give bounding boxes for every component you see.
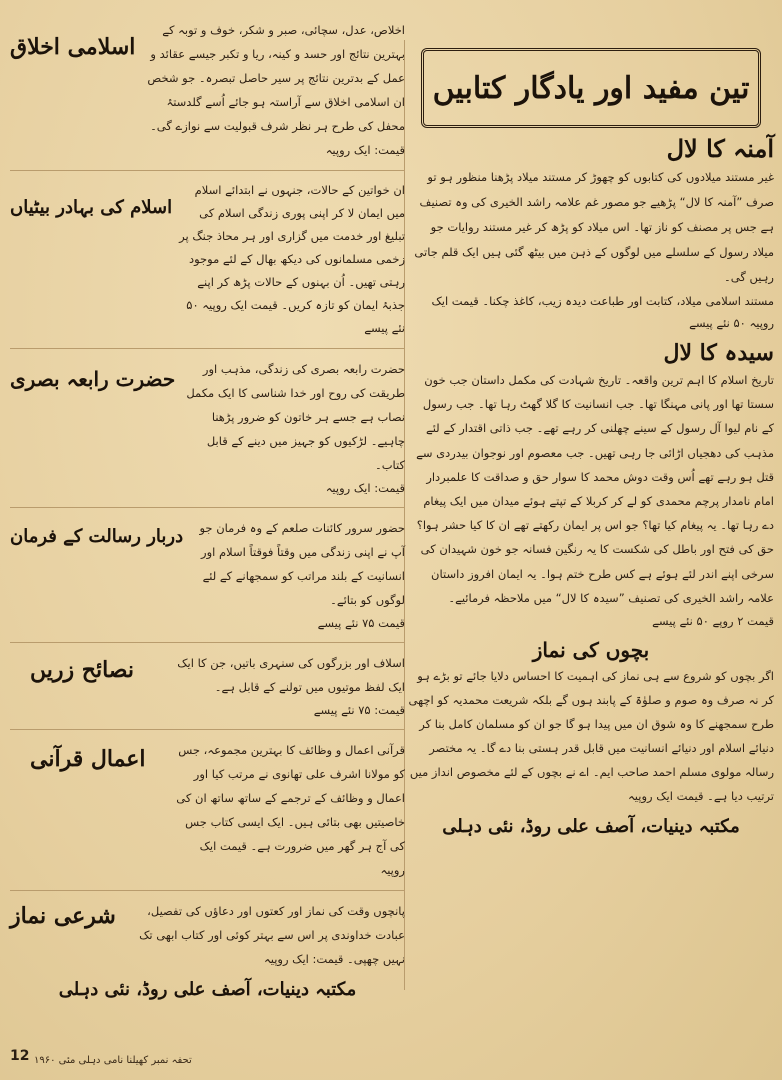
aamna-body: غیر مستند میلادوں کی کتابوں کو چھوڑ کر مستند میلاد پڑھنا منظور ہو تو صرف ”آمنہ کا لال“ پڑھیے جو مصور غم علامہ راشد الخیری کی وہ تصنیف ہے جس پر مصنف کو ناز تھا۔ اس میلاد کو پڑھ کر غیر مستند روایات جو میلاد رسول کے سلسلے میں لوگوں کے ذہن میں بیٹھ گئی ہیں ایک قلم جاتی رہیں گی۔ xyxy=(414,170,774,284)
nasaih-title: نصائح زریں xyxy=(30,657,135,683)
rabia-title: حضرت رابعہ بصری xyxy=(10,367,176,391)
sayyida-price: قیمت ۲ روپے ۵۰ نئے پیسے xyxy=(652,614,774,629)
divider-5 xyxy=(10,729,405,730)
nasaih-price: قیمت: ۷۵ نئے پیسے xyxy=(313,703,405,717)
risalat-title: دربار رسالت کے فرمان xyxy=(10,526,184,547)
divider-2 xyxy=(10,348,405,349)
risalat-body: حضور سرور کائنات صلعم کے وہ فرمان جو آپ نے اپنی زندگی میں وقتاً فوقتاً اسلام اور انسانیت کے بلند مراتب کو سمجھانے کے لئے لوگوں کو بتائے۔ xyxy=(199,521,405,607)
header-title: تین مفید اور یادگار کتابیں xyxy=(432,70,750,106)
divider-4 xyxy=(10,642,405,643)
right-column xyxy=(408,48,774,837)
sharai-title: شرعی نماز xyxy=(10,903,116,929)
right-publisher: مکتبہ دینیات، آصف علی روڈ، نئی دہلی xyxy=(442,816,740,838)
sharai-body: پانچوں وقت کی نماز اور کعتوں اور دعاؤں کی تفصیل، عبادت خداوندی پر اس سے بہتر کوئی اور کتاب ابھی تک نہیں چھپی۔ قیمت: ایک روپیہ xyxy=(139,904,405,966)
divider-3 xyxy=(10,507,405,508)
akhlaq-body: اخلاص، عدل، سچائی، صبر و شکر، خوف و توبہ کے بہترین نتائج اور حسد و کینہ، ریا و تکبر جیسے عقائد و عمل کے بدترین نتائج پر سیر حاصل تبصرہ۔ جو شخص ان اسلامی اخلاق سے آراستہ ہو جائے اُسے گلدستۂ محفل کی طرح ہر نظر شرف قبولیت سے نوازے گی۔ قیمت: ایک روپیہ xyxy=(147,23,405,157)
betiyan-body: ان خواتین کے حالات، جنہوں نے ابتدائے اسلام میں ایمان لا کر اپنی پوری زندگی اسلام کی تبلیغ اور خدمت میں گزاری اور ہر محاذ جنگ پر زخمی مسلمانوں کی دیکھ بھال کے لئے موجود رہتی تھیں۔ اُن بہنوں کے حالات پڑھ کر اپنے جذبۂ ایمان کو تازہ کریں۔ قیمت ایک روپیہ ۵۰ نئے پیسے xyxy=(179,183,405,335)
aamna-price: مستند اسلامی میلاد، کتابت اور طباعت دیدہ زیب، کاغذ چکنا۔ قیمت ایک روپیہ ۵۰ نئے پیسے xyxy=(431,294,774,330)
aamna-title: آمنہ کا لال xyxy=(666,134,774,163)
left-column xyxy=(10,18,405,1000)
risalat-price: قیمت ۷۵ نئے پیسے xyxy=(317,616,405,630)
article-risalat xyxy=(10,516,405,634)
sayyida-title: سیدہ کا لال xyxy=(663,340,774,366)
article-sayyida xyxy=(408,340,774,632)
betiyan-title: اسلام کی بہادر بیٹیاں xyxy=(10,197,173,218)
aamal-title: اعمال قرآنی xyxy=(30,746,146,772)
sayyida-body: تاریخ اسلام کا اہم ترین واقعہ۔ تاریخ شہادت کی مکمل داستان جب خون سستا تھا اور پانی مہنگا تھا۔ جب انسانیت کا گلا گھٹ رہا تھا۔ جب رسول کے نام لیوا آل رسول کے سینے چھلنی کر رہے تھے۔ جب ذاتی اقتدار کے لئے مذہب کی دھجیاں اڑائی جا رہی تھیں۔ جب معصوم اور نوجوان بیدردی سے قتل ہو رہے تھے اُس وقت دوش محمد کا سوار حق و صداقت کا علمبردار امام نامدار پرچم محمدی کو لے کر کربلا کے تپتے ہوئے میدان میں ایک پیغام دے رہا تھا۔ یہ پیغام کیا تھا؟ جو اس پر ایمان رکھتے تھے ان کا کیا حشر ہوا؟ حق کی فتح اور باطل کی شکست کا یہ رنگین فسانہ جو خون شہیدان کی سرخی اپنے اندر لئے ہوئے ہے کس طرح ختم ہوا۔ یہ ایمان افروز داستان علامہ راشد الخیری کی تصنیف ”سیدہ کا لال“ میں ملاحظہ فرمائیے۔ xyxy=(416,373,774,605)
akhlaq-title: اسلامی اخلاق xyxy=(10,34,136,60)
article-aamal xyxy=(10,738,405,882)
namaz-bachon-body: اگر بچوں کو شروع سے ہی نماز کی اہمیت کا احساس دلایا جائے تو بڑے ہو کر نہ صرف وہ صوم و صلوٰۃ کے پابند ہوں گے بلکہ شریعت محمدیہ کو اچھی طرح سمجھنے کا وہ شوق ان میں پیدا ہو گا جو ان کو مسلمان کامل بنا کر دنیائے اسلام اور دنیائے انسانیت میں قابل قدر ہستی بنا دے گا۔ یہ مختصر رسالہ مولوی مسلم احمد صاحب ایم۔ اے نے بچوں کے لئے مخصوص انداز میں ترتیب دیا ہے۔ قیمت ایک روپیہ xyxy=(408,669,774,804)
rabia-body: حضرت رابعہ بصری کی زندگی، مذہب اور طریقت کی روح اور خدا شناسی کا ایک مکمل نصاب ہے جسے ہر خاتون کو ضرور پڑھنا چاہیے۔ لڑکیوں کو جہیز میں دینے کے قابل کتاب۔ xyxy=(186,362,405,472)
nasaih-body: اسلاف اور بزرگوں کی سنہری باتیں، جن کا ایک ایک لفظ موتیوں میں تولنے کے قابل ہے۔ xyxy=(177,656,405,694)
article-sharai xyxy=(10,899,405,1000)
namaz-bachon-title: بچوں کی نماز xyxy=(532,638,650,663)
left-publisher: مکتبہ دینیات، آصف علی روڈ، نئی دہلی xyxy=(58,979,357,1000)
article-nasaih xyxy=(10,651,405,721)
article-aamna xyxy=(408,134,774,334)
divider-6 xyxy=(10,890,405,891)
header-frame xyxy=(421,48,761,128)
article-namaz-bachon xyxy=(408,638,774,837)
page-footer xyxy=(34,1055,192,1066)
aamal-body: قرآنی اعمال و وظائف کا بہترین مجموعہ، جس کو مولانا اشرف علی تھانوی نے مرتب کیا اور اعمال و وظائف کے ترجمے کے ساتھ ساتھ ان کی خاصیتیں بھی بتائی ہیں۔ ایک ایسی کتاب جس کی آج ہر گھر میں ضرورت ہے۔ قیمت ایک روپیہ xyxy=(176,743,405,877)
article-akhlaq xyxy=(10,18,405,162)
divider-1 xyxy=(10,170,405,171)
article-betiyan xyxy=(10,179,405,340)
rabia-price: قیمت: ایک روپیہ xyxy=(325,481,405,495)
article-rabia xyxy=(10,357,405,499)
footer-text: تحفہ نمبر کھیلنا نامی دہلی مئی ۱۹۶۰ xyxy=(34,1055,192,1066)
page-number: 12 xyxy=(10,1048,30,1064)
